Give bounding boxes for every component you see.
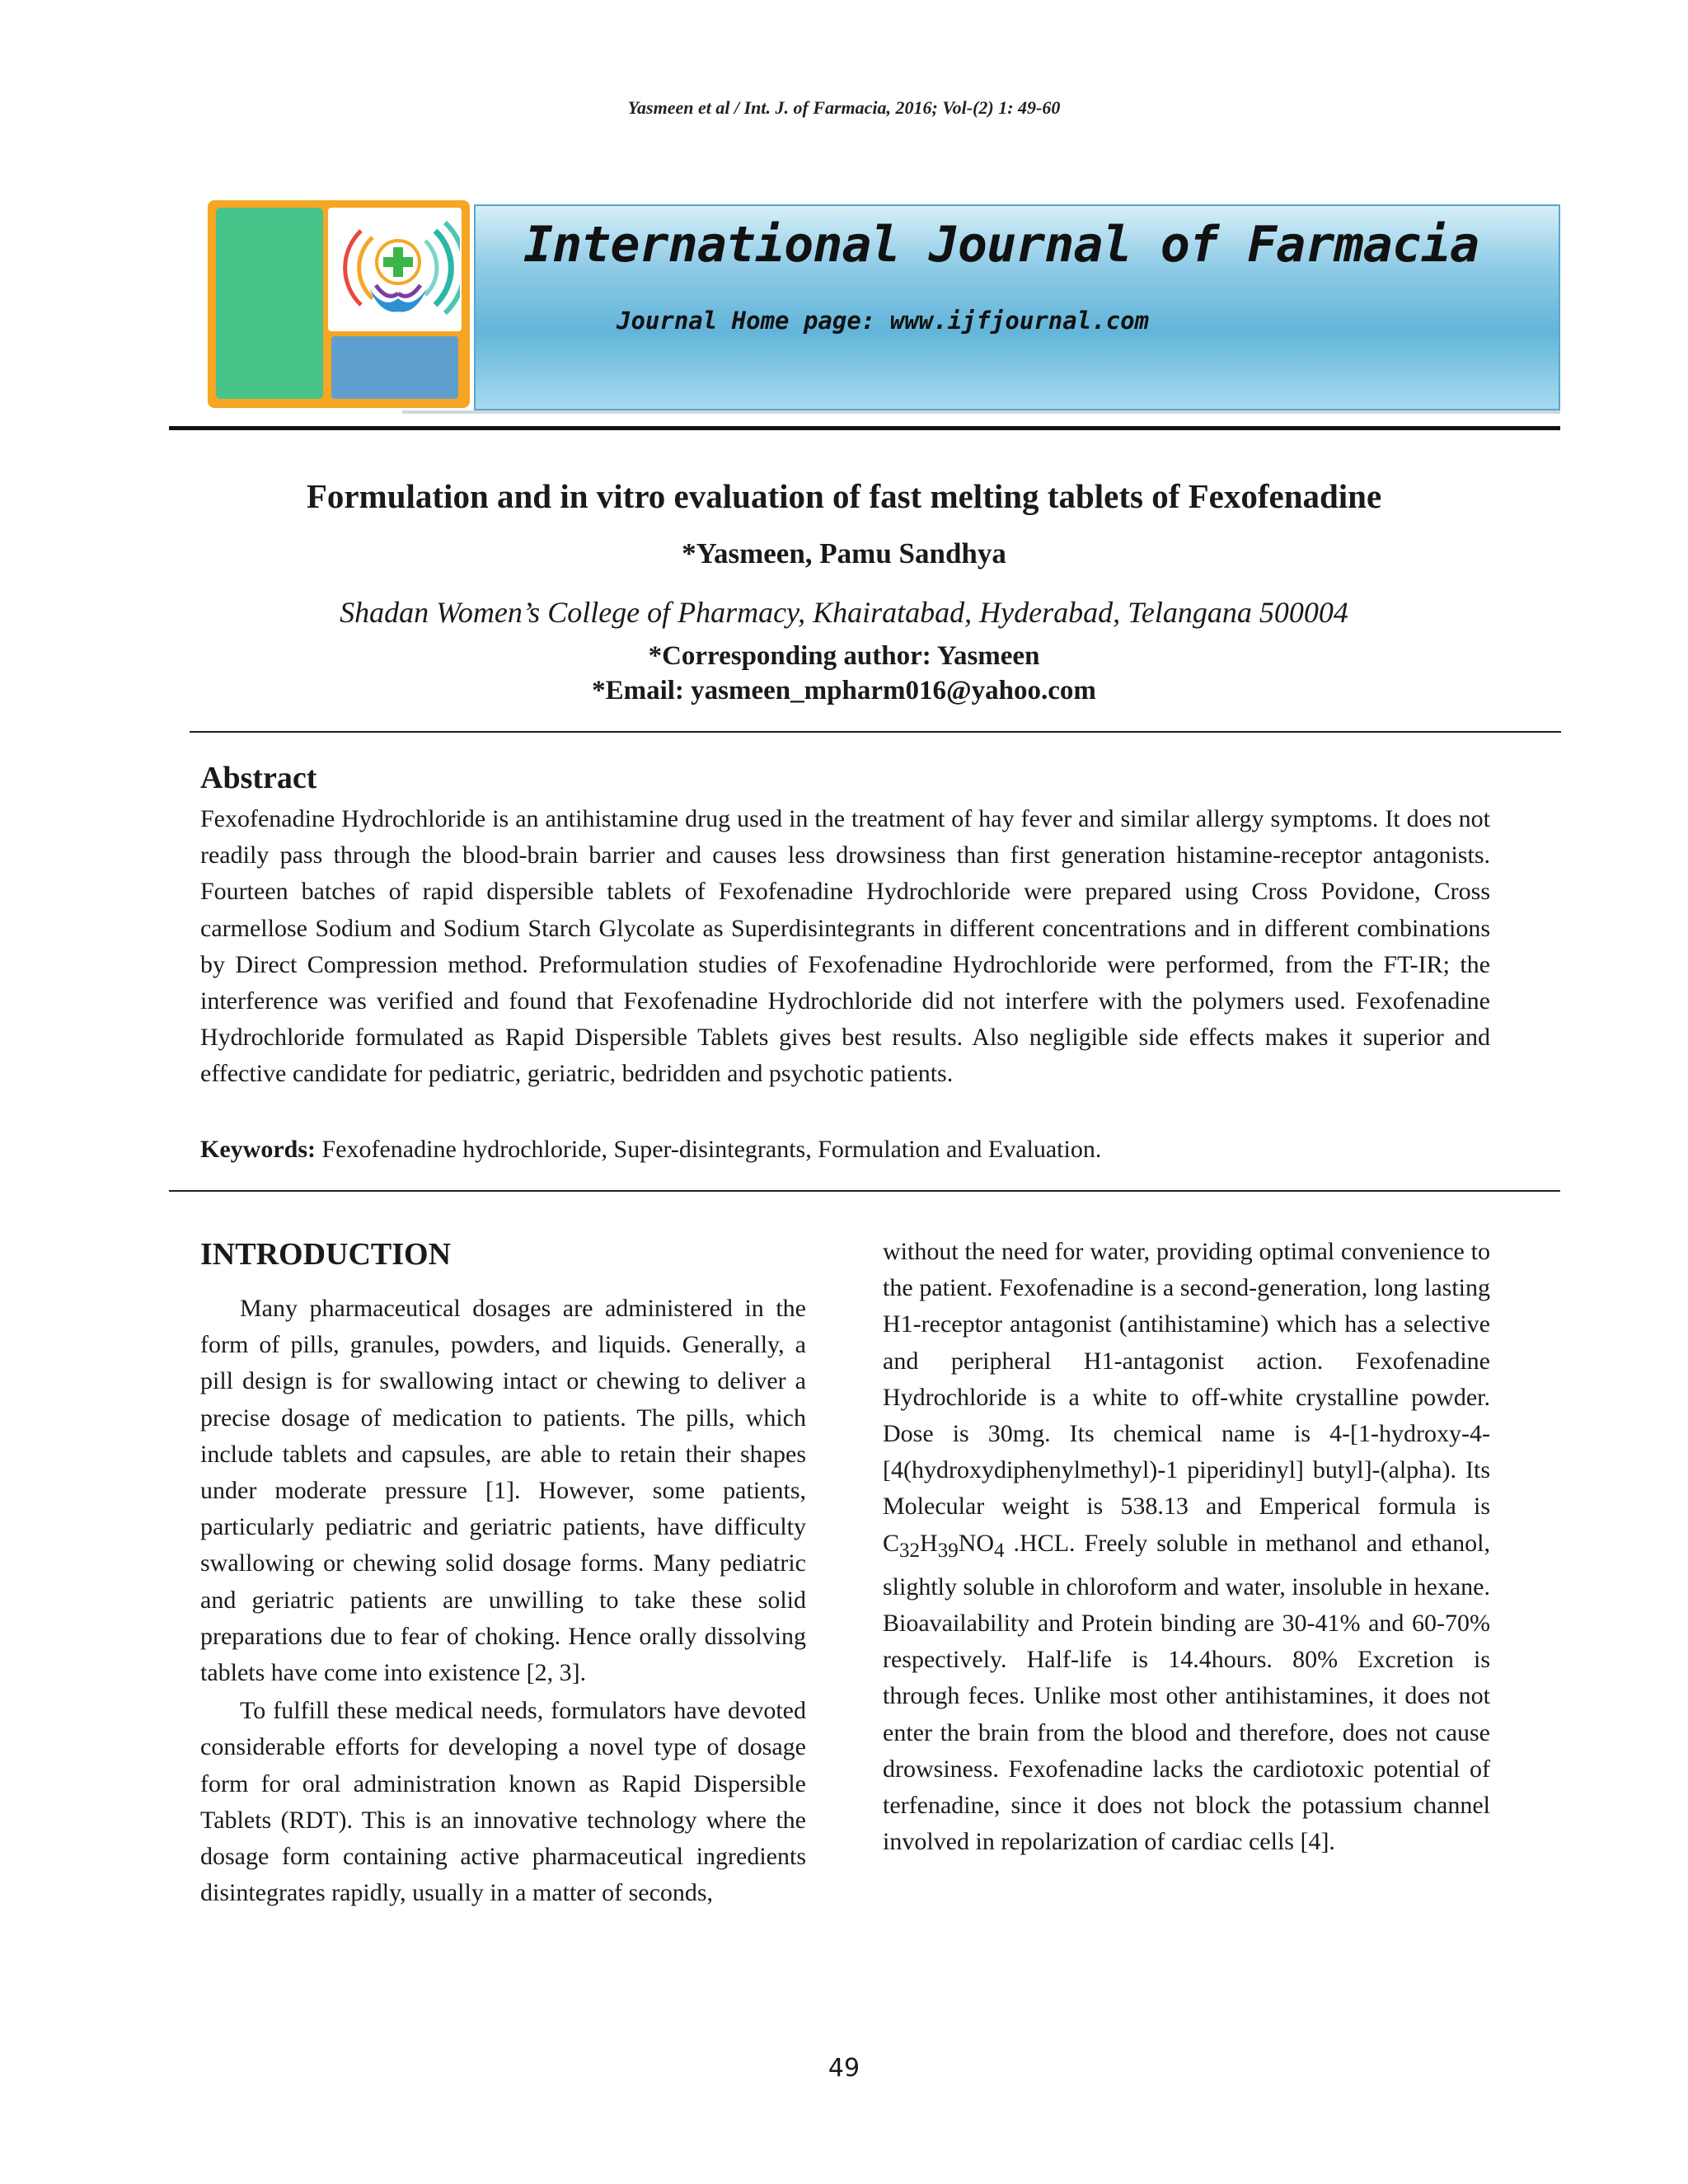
paragraph: To fulfill these medical needs, formulators have devoted considerable efforts for developing a novel type of dosage form for oral administration known as Rapid Dispersible Tablets (RDT). This is an innovative technology where the dosage form containing active pharmaceutical ingredients disintegrates rapidly, usually in a matter of seconds,	[200, 1697, 806, 1907]
paragraph-text: without the need for water, providing optimal convenience to the patient. Fexofenadine is a second-generation, long lasting H1-receptor antagonist (antihistamine) which has a selective and peripheral H1-antagonist action. Fexofenadine Hydrochloride is a white to off-white crystalline powder. Dose is 30mg. Its chemical name is 4-[1-hydroxy-4-[4(hydroxydiphenylmethyl)-1 piperidinyl] butyl]-(alpha). Its Molecular weight is 538.13 and Emperical formula is	[883, 1238, 1490, 1521]
keywords	[200, 1132, 1490, 1168]
paragraph: Many pharmaceutical dosages are administered in the form of pills, granules, powders, and liquids. Generally, a pill design is for swallowing intact or chewing to deliver a precise dosage of medication to patients. The pills, which include tablets and capsules, are able to retain their shapes under moderate pressure [1]. However, some patients, particularly pediatric and geriatric patients, have difficulty swallowing or chewing solid dosage forms. Many pediatric and geriatric patients are unwilling to take these solid preparations due to fear of choking. Hence orally dissolving tablets have come into existence [2, 3].	[200, 1295, 806, 1687]
abstract-body: Fexofenadine Hydrochloride is an antihistamine drug used in the treatment of hay fever and similar allergy symptoms. It does not readily pass through the blood-brain barrier and causes less drowsiness than first generation histamine-receptor antagonists. Fourteen batches of rapid dispersible tablets of Fexofenadine Hydrochloride were prepared using Cross Povidone, Cross carmellose Sodium and Sodium Starch Glycolate as Superdisintegrants in different concentrations and in different combinations by Direct Compression method. Preformulation studies of Fexofenadine Hydrochloride were performed, from the FT-IR; the interference was verified and found that Fexofenadine Hydrochloride did not interfere with the polymers used. Fexofenadine Hydrochloride formulated as Rapid Dispersible Tablets gives best results. Also negligible side effects makes it superior and effective candidate for pediatric, geriatric, bedridden and psychotic patients.	[200, 805, 1490, 1088]
divider	[169, 1190, 1560, 1192]
paragraph-text: .HCL. Freely soluble in methanol and ethanol, slightly soluble in chloroform and water, insoluble in hexane. Bioavailability and Protein binding are 30-41% and 60-70% respectively. Half-life is 14.4hours. 80% Excretion is through feces. Unlike most other antihistamines, it does not enter the brain from the blood and therefore, does not cause drowsiness. Fexofenadine lacks the cardiotoxic potential of terfenadine, since it does not block the potassium channel involved in repolarization of cardiac cells [4].	[883, 1529, 1490, 1856]
paper-title: Formulation and in vitro evaluation of fast melting tablets of Fexofenadine	[306, 477, 1382, 515]
journal-title: International Journal of Farmacia	[523, 216, 1479, 274]
introduction-left-column	[200, 1291, 806, 1911]
logo-blue-panel	[331, 336, 458, 399]
logo-green-panel	[216, 208, 323, 399]
divider	[169, 426, 1560, 430]
author-email[interactable]: *Email: yasmeen_mpharm016@yahoo.com	[592, 676, 1096, 705]
keywords-label: Keywords:	[200, 1136, 316, 1163]
page-number: 49	[828, 2054, 860, 2083]
medical-cross-icon	[336, 206, 460, 330]
running-header: Yasmeen et al / Int. J. of Farmacia, 2016; Vol-(2) 1: 49-60	[627, 97, 1061, 118]
paragraph	[883, 1234, 1490, 1860]
banner-shadow	[402, 410, 1560, 414]
keywords-list: Fexofenadine hydrochloride, Super-disintegrants, Formulation and Evaluation.	[321, 1136, 1102, 1163]
journal-home-page-link[interactable]: Journal Home page: www.ijfjournal.com	[617, 307, 1150, 335]
affiliation: Shadan Women’s College of Pharmacy, Khairatabad, Hyderabad, Telangana 500004	[340, 596, 1348, 629]
divider	[190, 731, 1561, 733]
introduction-heading: INTRODUCTION	[200, 1237, 452, 1272]
corresponding-author: *Corresponding author: Yasmeen	[648, 641, 1040, 671]
chemical-formula: $C_{32}H_{39}NO_4$	[883, 1529, 1005, 1562]
authors: *Yasmeen, Pamu Sandhya	[682, 537, 1006, 569]
introduction-right-column	[883, 1234, 1490, 1860]
abstract-heading: Abstract	[200, 761, 317, 795]
